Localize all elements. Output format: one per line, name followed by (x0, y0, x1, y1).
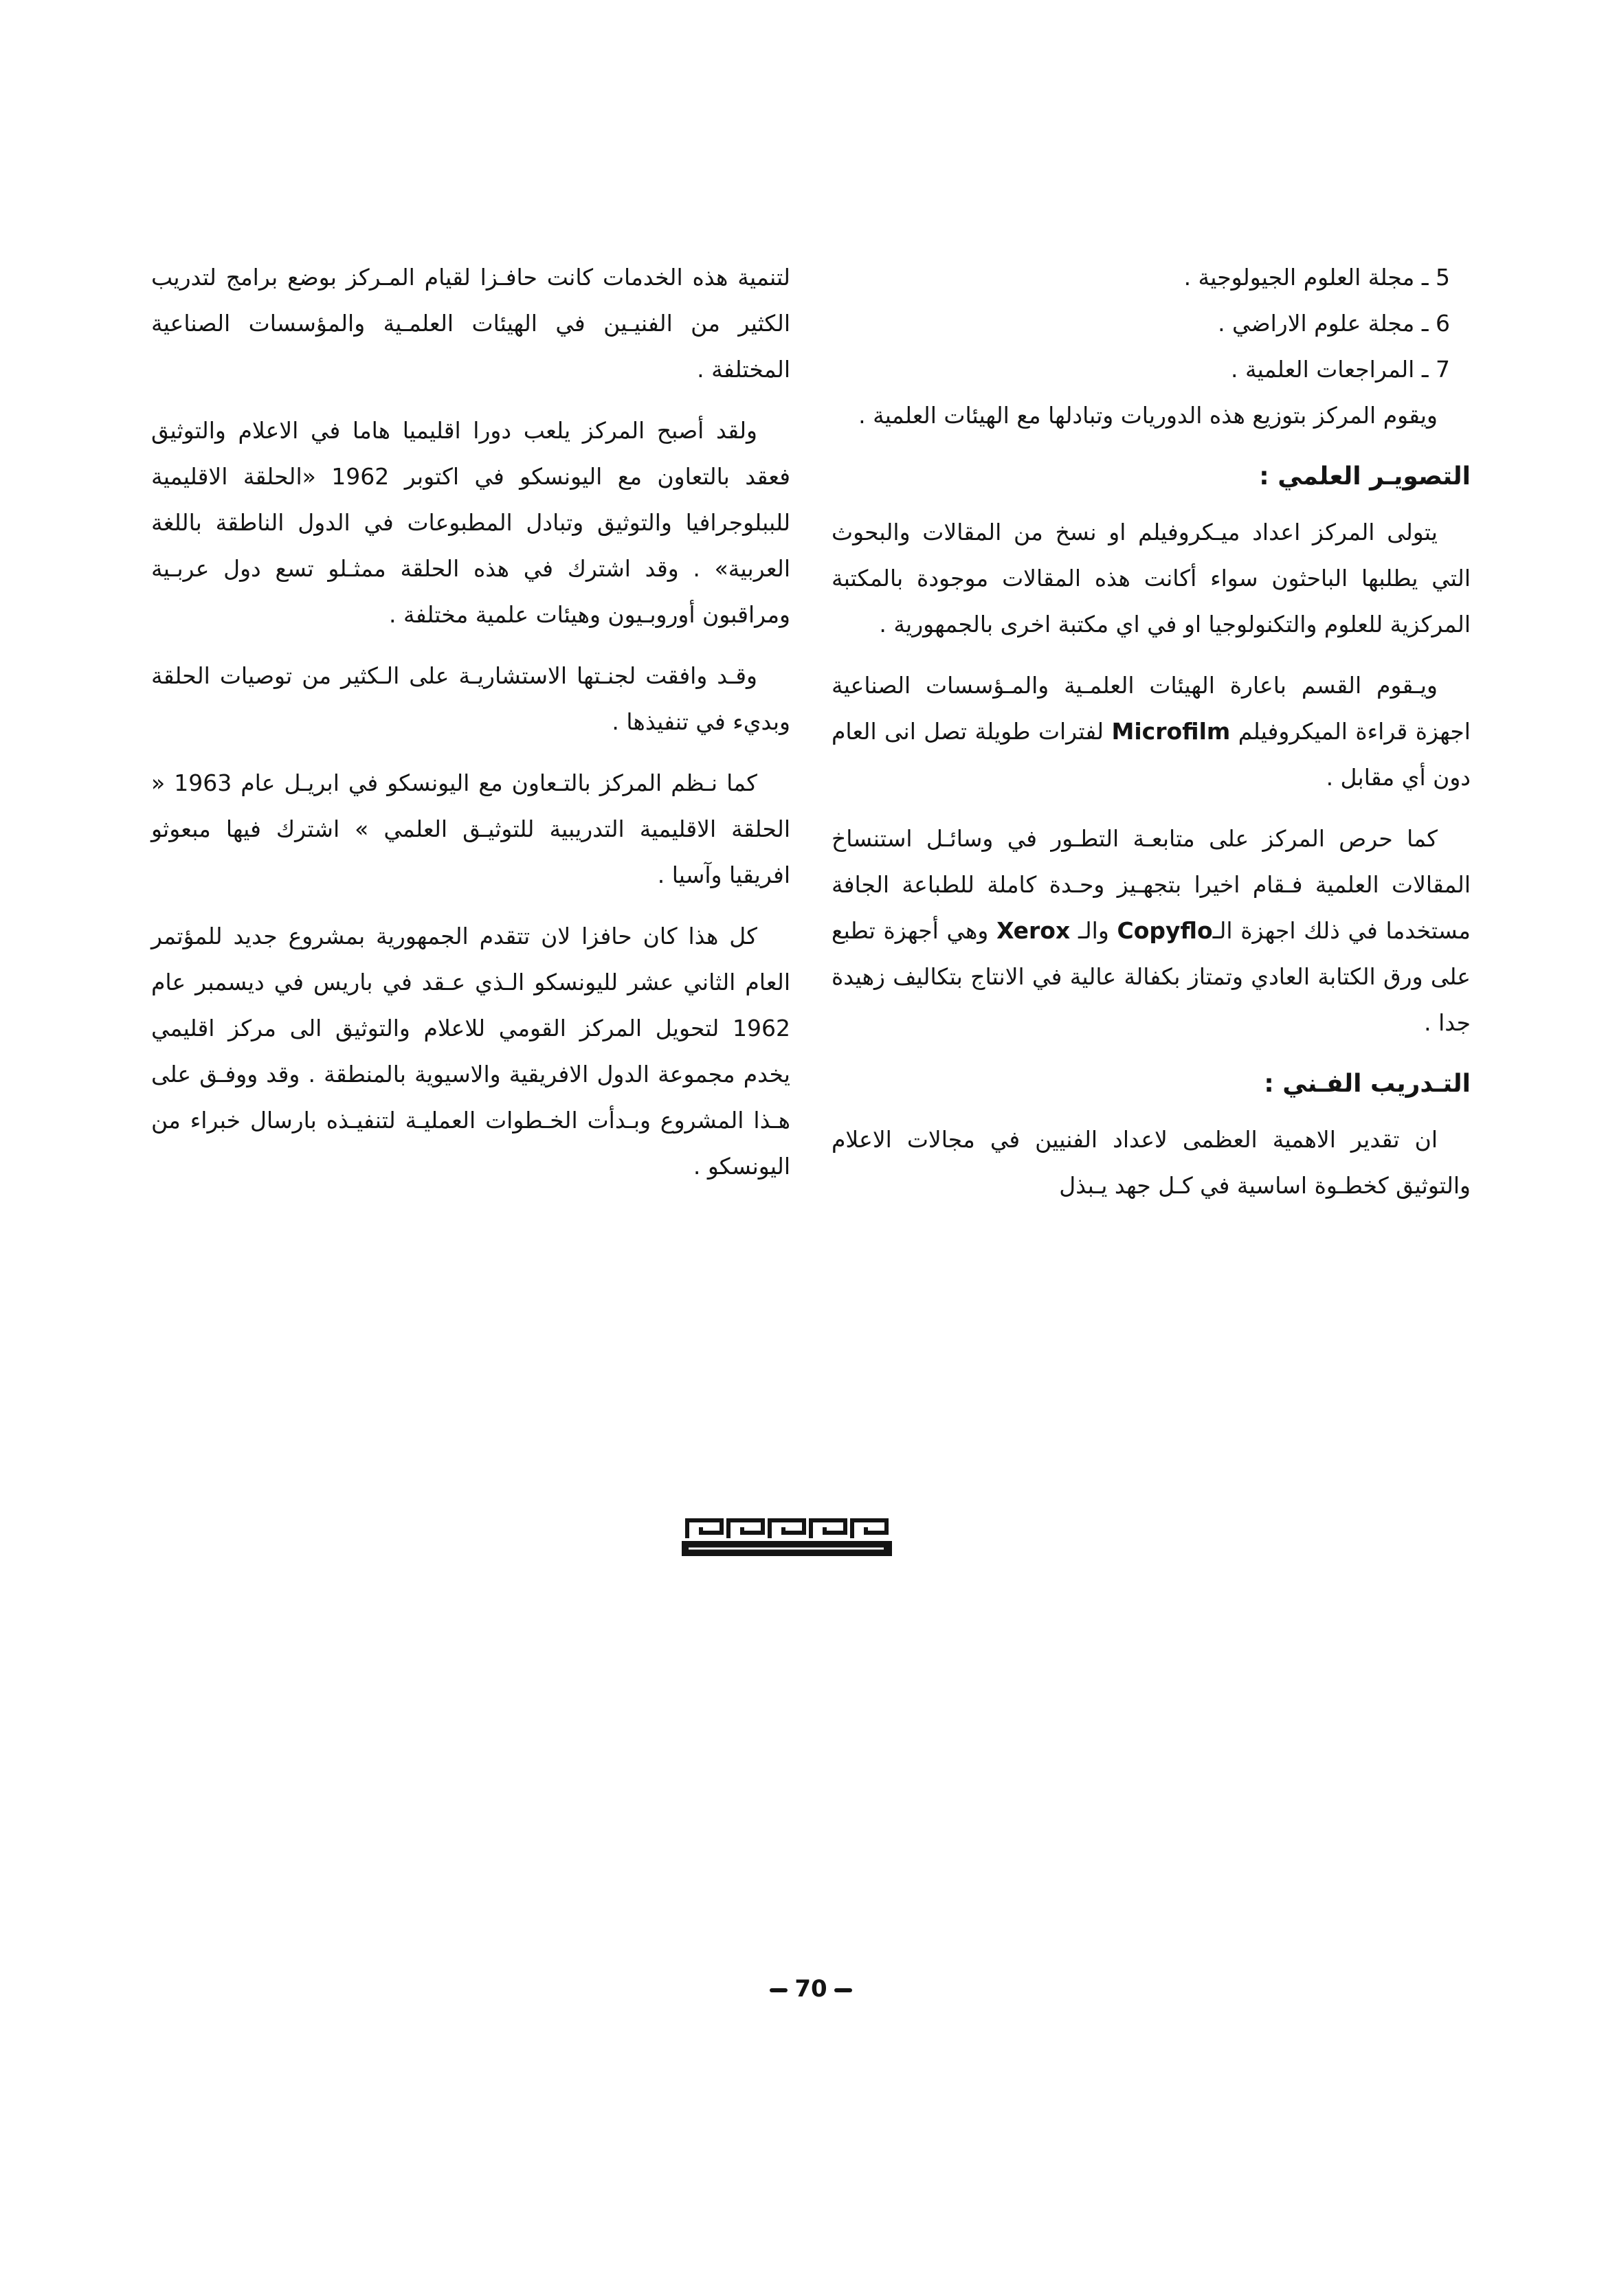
paragraph-training: ان تقدير الاهمية العظمى لاعداد الفنيين في مجالات الاعلام والتوثيق كخطـوة اساسية في كـل جهد يـبذل (832, 1126, 1471, 1199)
text-segment: وهي أجهزة تطبع على ورق الكتابة العادي وتمتاز بكفالة عالية في الانتاج بتكاليف زهيدة جدا . (832, 917, 1471, 1036)
paragraph-distribution: ويقوم المركز بتوزيع هذه الدوريات وتبادلها مع الهيئات العلمية . (858, 402, 1438, 429)
text-segment: كما حرص المركز على متابعـة التطـور في وسائـل استنساخ المقالات العلمية فـقام اخيرا بتجهـيز وحـدة كاملة للطباعة الجافة مستخدما في ذلك اجهزة الـ (832, 825, 1471, 944)
list-item: 7 ـ المراجعات العلمية . (1230, 356, 1450, 383)
paragraph-regional-role: ولقد أصبح المركز يلعب دورا اقليميا هاما في الاعلام والتوثيق فعقد بالتعاون مع اليونسكو في اكتوبر 1962 «الحلقة الاقليمية للببلوجرافيا والتوثيق وتبادل المطبوعات في الدول الناطقة باللغة العربية» . وقد اشترك في هذه الحلقة ممثـلو تسع دول عربـية ومراقبون أوروبـيون وهيئات علمية مختلفة . (151, 417, 790, 628)
paragraph-microfilm-loan (832, 662, 1471, 800)
greek-key-ornament-icon (680, 1515, 893, 1559)
term-copyflo: Copyflo (1117, 917, 1213, 944)
dash-ornament-icon (834, 1988, 852, 1992)
list-item: 6 ـ مجلة علوم الاراضي . (1218, 310, 1450, 337)
text-segment: والـ (1078, 917, 1109, 944)
list-item: 5 ـ مجلة العلوم الجيولوجية . (1183, 264, 1450, 291)
paragraph-april-seminar: كما نـظم المركز بالتـعاون مع اليونسكو في ابريـل عام 1963 « الحلقة الاقليمية التدريبية للتوثيـق العلمي » اشترك فيها مبعوثو افريقيا وآسيا . (151, 769, 790, 888)
paragraph-general-conference: كل هذا كان حافزا لان تتقدم الجمهورية بمشروع جديد للمؤتمر العام الثاني عشر لليونسكو الـذي عـقد في باريس في ديسمبر عام 1962 لتحويل المركز القومي للاعلام والتوثيق الى مركز اقليمي يخدم مجموعة الدول الافريقية والاسيوية بالمنطقة . وقد ووفـق على هـذا المشروع وبـدأت الخـطوات العمليـة لتنفيـذه بارسال خبراء من اليونسكو . (151, 923, 790, 1180)
term-microfilm: Microfilm (1111, 718, 1231, 745)
paragraph-advisory-committee: وقـد وافقت لجنـتها الاستشاريـة على الـكثير من توصيات الحلقة وبديء في تنفيذها . (151, 662, 790, 735)
page-number-value: 70 (794, 1975, 827, 2003)
left-column (151, 254, 790, 1204)
paragraph-development: لتنمية هذه الخدمات كانت حافـزا لقيام المـركز بوضع برامج لتدريب الكثير من الفنيـين في الهيئات العلمـية والمؤسسات الصناعية المختلفة . (151, 264, 790, 383)
page-number (742, 1975, 880, 2003)
heading-scientific-photography: التصويـر العلمي : (1259, 462, 1471, 491)
heading-technical-training: التـدريب الفـني : (1264, 1070, 1471, 1098)
text-segment: لفترات طويلة تصل انى العام دون أي مقابل . (832, 718, 1471, 791)
periodicals-list (832, 254, 1471, 392)
text-segment: ويـقوم القسم باعارة الهيئات العلمـية والمـؤسسات الصناعية اجهزة قراءة الميكروفيلم (832, 672, 1471, 745)
dash-ornament-icon (770, 1988, 788, 1992)
paragraph-microfilm-service: يتولى المركز اعداد ميـكروفيلم او نسخ من المقالات والبحوث التي يطلبها الباحثون سواء أكانت هذه المقالات موجودة بالمكتبة المركزية للعلوم والتكنولوجيا او في اي مكتبة اخرى بالجمهورية . (832, 519, 1471, 638)
paragraph-copying (832, 815, 1471, 1046)
right-column (832, 254, 1471, 1224)
term-xerox: Xerox (996, 917, 1071, 944)
